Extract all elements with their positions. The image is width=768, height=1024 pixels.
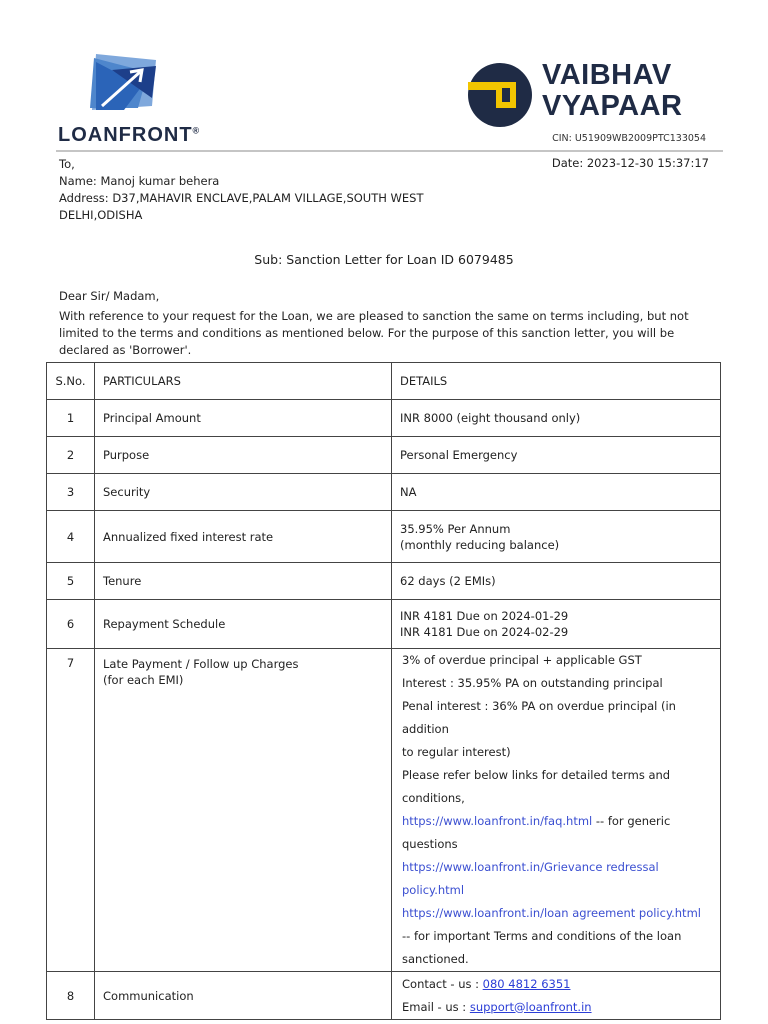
grievance-policy-link[interactable]: https://www.loanfront.in/Grievance redressal policy.html — [402, 860, 659, 897]
row-details: INR 8000 (eight thousand only) — [392, 400, 721, 437]
row-particular: Repayment Schedule — [95, 600, 392, 649]
table-row — [47, 600, 721, 649]
contact-email-link[interactable]: support@loanfront.in — [469, 999, 592, 1014]
intro-paragraph: With reference to your request for the Loan, we are pleased to sanction the same on terms including, but not limited to the terms and conditions as mentioned below. For the purpose of this sanction letter, you will be declared as 'Borrower'. — [59, 309, 689, 357]
recipient-address-line2: DELHI,ODISHA — [59, 208, 143, 222]
row-particular: Late Payment / Follow up Charges (for each EMI) — [95, 649, 392, 972]
letter-subject: Sub: Sanction Letter for Loan ID 6079485 — [254, 252, 514, 267]
vaibhav-vyapaar-logo-icon — [466, 62, 536, 128]
row-sno: 6 — [47, 600, 95, 649]
table-row — [47, 511, 721, 563]
header-sno: S.No. — [47, 363, 95, 400]
row-particular: Principal Amount — [95, 400, 392, 437]
header-particulars: PARTICULARS — [95, 363, 392, 400]
row-sno: 7 — [47, 649, 95, 972]
header-details: DETAILS — [392, 363, 721, 400]
row-sno: 1 — [47, 400, 95, 437]
vaibhav-vyapaar-brand-name: VAIBHAV VYAPAAR — [542, 59, 683, 122]
row-particular: Communication — [95, 972, 392, 1020]
row-details: NA — [392, 474, 721, 511]
table-row — [47, 474, 721, 511]
header-divider — [56, 150, 723, 152]
row-sno: 8 — [47, 972, 95, 1020]
row-details: INR 4181 Due on 2024-01-29 INR 4181 Due on 2024-02-29 — [392, 600, 721, 649]
loanfront-brand-name: LOANFRONT® — [58, 124, 200, 146]
recipient-name: Name: Manoj kumar behera — [59, 174, 220, 188]
row-sno: 2 — [47, 437, 95, 474]
row-particular: Security — [95, 474, 392, 511]
letter-date: Date: 2023-12-30 15:37:17 — [551, 156, 709, 170]
table-row — [47, 437, 721, 474]
row-details: 3% of overdue principal + applicable GST Interest : 35.95% PA on outstanding principal Penal interest : 36% PA on overdue principal (in addition to regular interest) Please refer below links for detailed terms and conditions, https://www.loanfront.in/faq.html -- for generic questions https://www.loanfront.in/Grievance redressal policy.html https://www.loanfront.in/loan agreement policy.html -- for important Terms and conditions of the loan sanctioned. — [392, 649, 721, 972]
table-row — [47, 563, 721, 600]
table-row — [47, 649, 721, 972]
row-particular: Annualized fixed interest rate — [95, 511, 392, 563]
loan-agreement-policy-link[interactable]: https://www.loanfront.in/loan agreement policy.html — [402, 906, 701, 920]
row-details: 62 days (2 EMIs) — [392, 563, 721, 600]
table-header-row — [47, 363, 721, 400]
faq-link[interactable]: https://www.loanfront.in/faq.html — [402, 814, 593, 828]
recipient-address-line1: Address: D37,MAHAVIR ENCLAVE,PALAM VILLAGE,SOUTH WEST — [59, 191, 424, 205]
to-label: To, — [59, 157, 75, 171]
cin-number: CIN: U51909WB2009PTC133054 — [552, 133, 706, 144]
sanction-terms-table — [46, 362, 721, 1020]
row-particular: Purpose — [95, 437, 392, 474]
row-sno: 3 — [47, 474, 95, 511]
row-sno: 4 — [47, 511, 95, 563]
table-row — [47, 400, 721, 437]
row-sno: 5 — [47, 563, 95, 600]
table-row — [47, 972, 721, 1020]
contact-phone-link[interactable]: 080 4812 6351 — [482, 976, 571, 991]
row-details: Contact - us : 080 4812 6351 Email - us : support@loanfront.in — [392, 972, 721, 1020]
row-details: 35.95% Per Annum (monthly reducing balance) — [392, 511, 721, 563]
recipient-block — [59, 156, 424, 224]
row-particular: Tenure — [95, 563, 392, 600]
salutation: Dear Sir/ Madam, — [59, 289, 160, 303]
row-details: Personal Emergency — [392, 437, 721, 474]
